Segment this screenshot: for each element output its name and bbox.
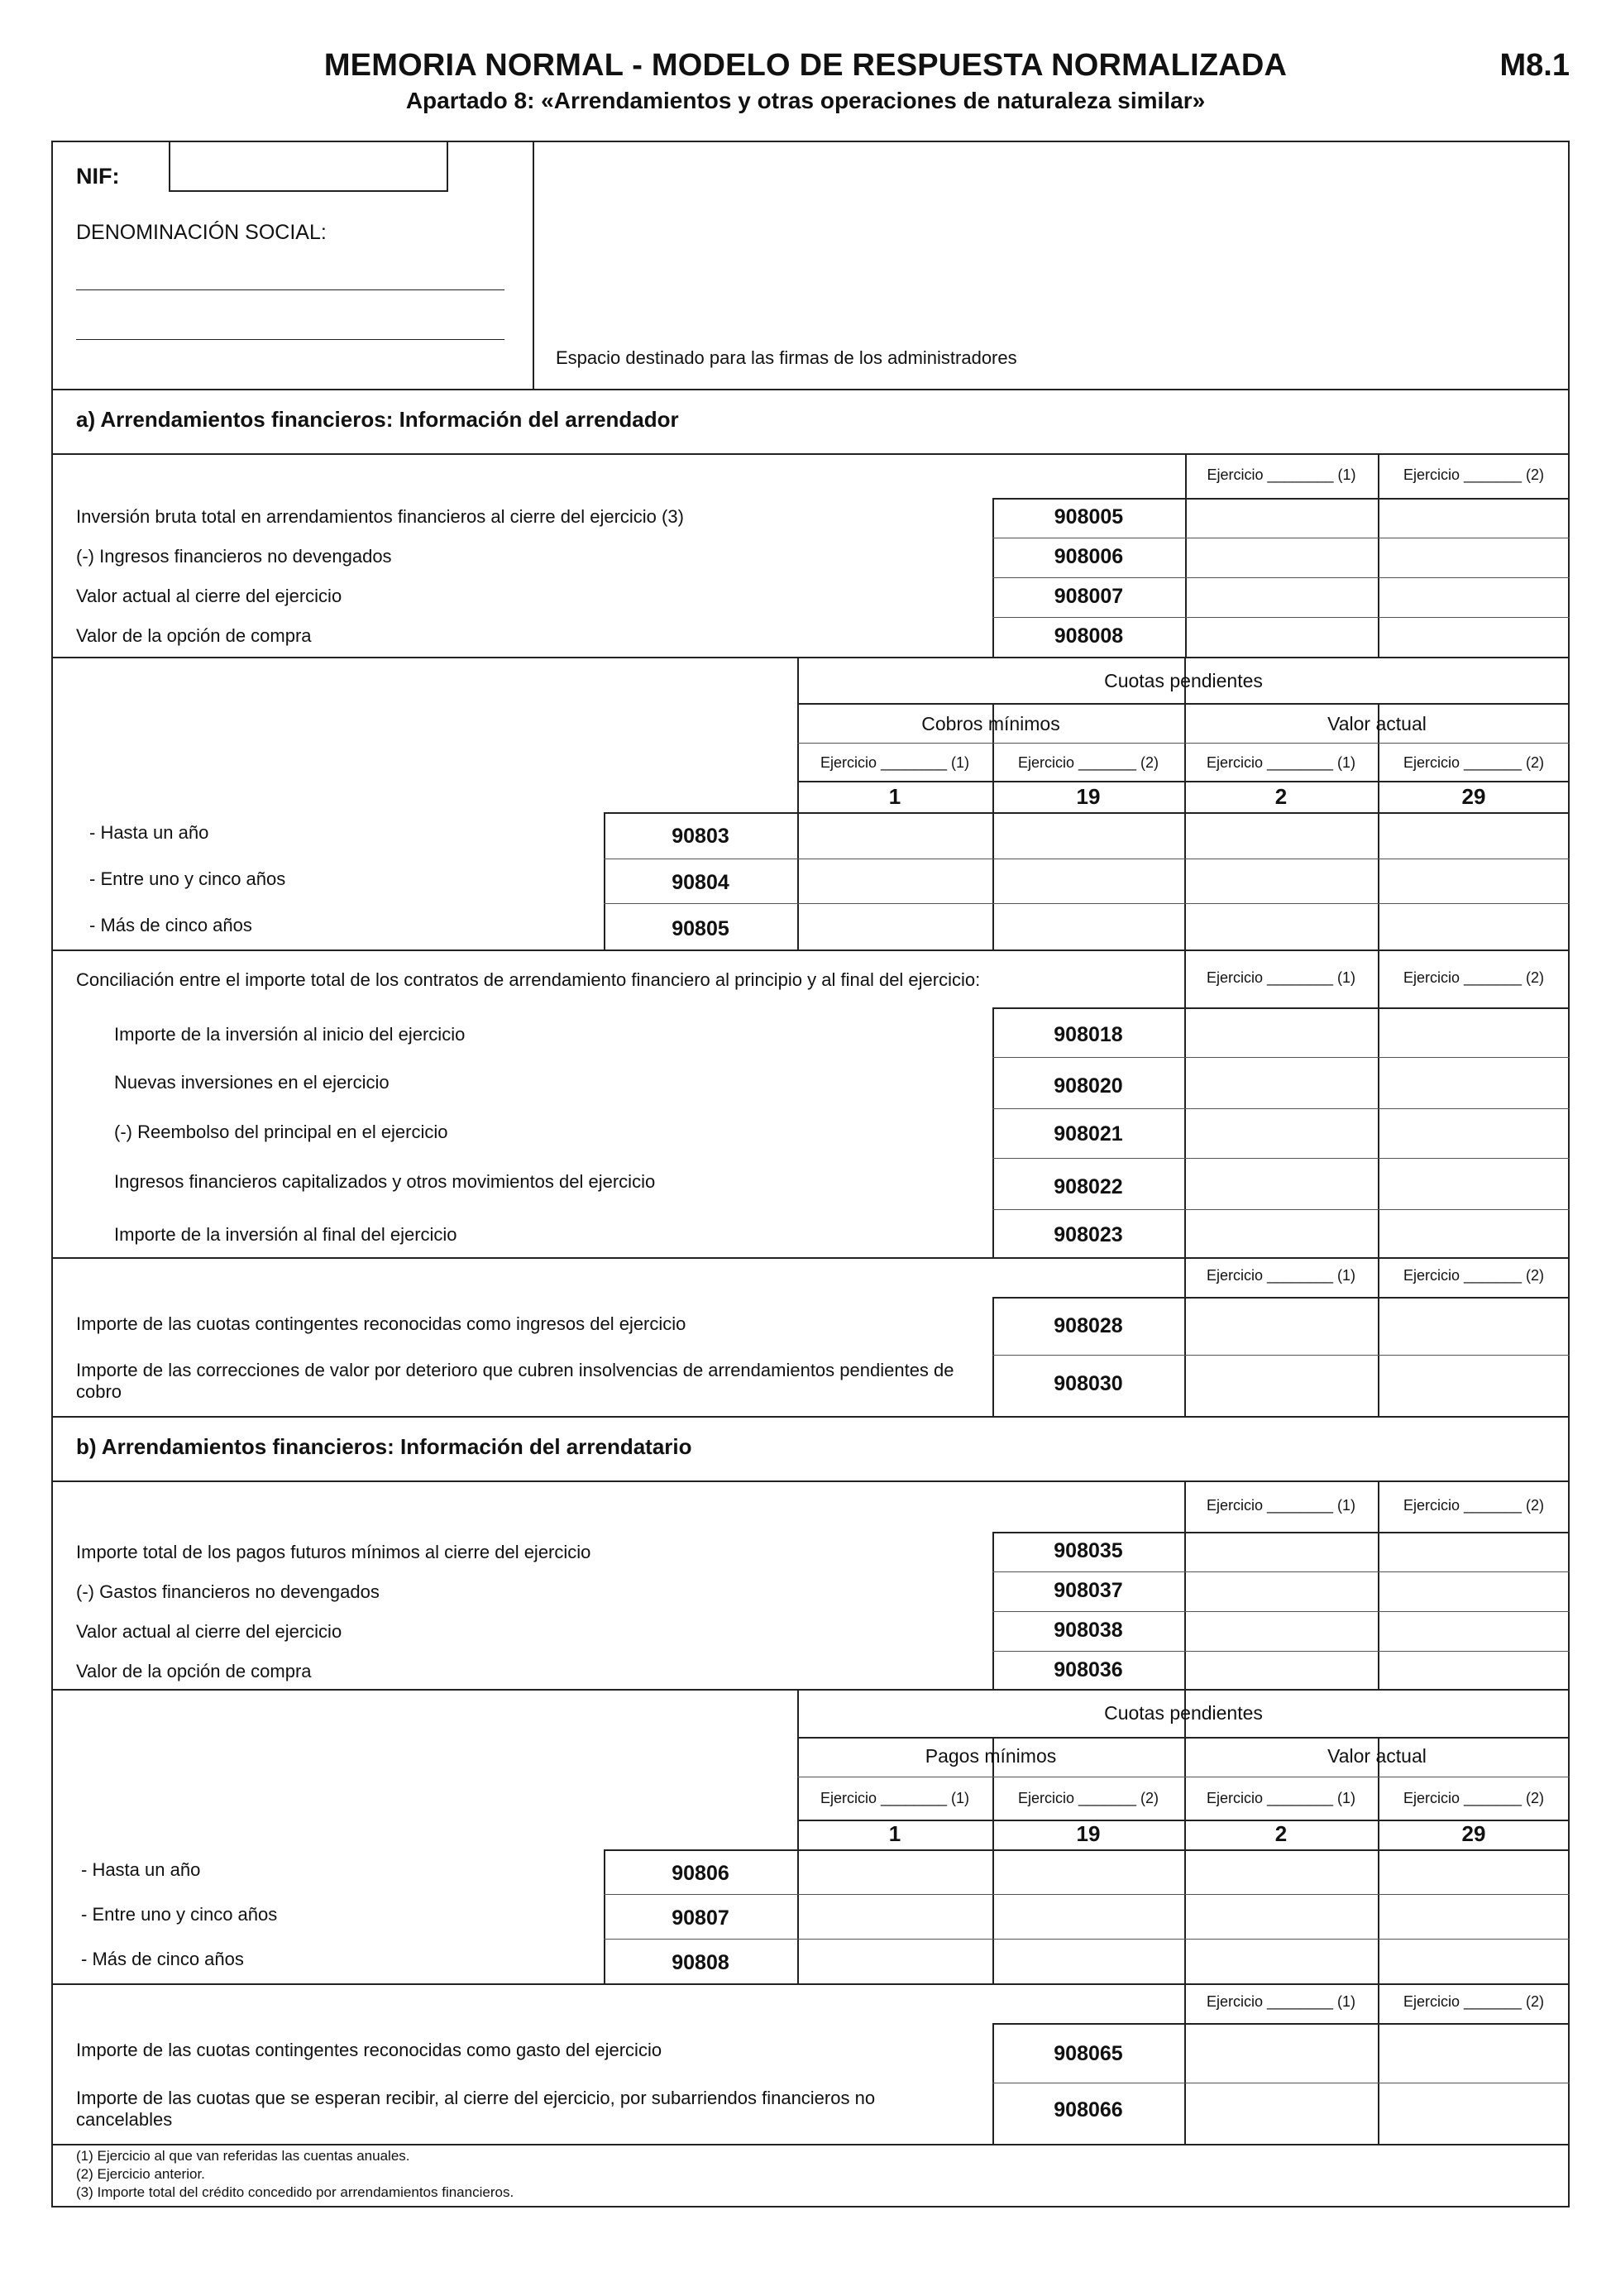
a-cuotas-col-header-ej1: Ejercicio ________ (1)	[820, 754, 970, 771]
b-cuotas-row-label: - Hasta un año	[81, 1859, 201, 1880]
a-cuotas-col-header-ej2: Ejercicio _______ (2)	[1017, 754, 1159, 771]
b-extra-row-code: 908065	[1054, 2042, 1123, 2065]
t1-col-header-ej1: Ejercicio ________ (1)	[1207, 466, 1356, 483]
b-t1-col-header-ej1: Ejercicio ________ (1)	[1206, 1497, 1356, 1514]
a-cuotas-title: Cuotas pendientes	[1104, 670, 1263, 691]
a-cuotas-row-code: 90804	[672, 871, 729, 894]
t1-row-code: 908008	[1054, 624, 1124, 648]
b-t1-row-code: 908038	[1054, 1619, 1123, 1642]
form-title: MEMORIA NORMAL - MODELO DE RESPUESTA NORMALIZADA	[323, 48, 1288, 83]
t1-input-column-ej2[interactable]	[1379, 500, 1569, 655]
b-t1-row-code: 908036	[1054, 1658, 1123, 1681]
signature-area-note: Espacio destinado para las firmas de los administradores	[556, 347, 1017, 368]
t1-row-label: (-) Ingresos financieros no devengados	[76, 546, 392, 567]
a-extra-row-label: Importe de las correcciones de valor por deterioro que cubren insolvencias de arrendamientos pendientes de cobro	[76, 1360, 954, 1402]
conciliacion-heading: Conciliación entre el importe total de los contratos de arrendamiento financiero al principio y al final del ejercicio:	[76, 969, 981, 990]
b-cuotas-col-number: 1	[888, 1821, 901, 1846]
b-t1-row-label: Valor de la opción de compra	[76, 1661, 312, 1681]
conciliacion-row-code: 908021	[1054, 1122, 1123, 1146]
a-cuotas-right-group: Valor actual	[1327, 713, 1427, 734]
conciliacion-row-code: 908018	[1054, 1023, 1123, 1046]
conciliacion-col-header-ej2: Ejercicio _______ (2)	[1403, 969, 1545, 986]
b-extra-row-label: Importe de las cuotas contingentes reconocidas como gasto del ejercicio	[76, 2040, 662, 2060]
a-extra-row-code: 908030	[1054, 1372, 1123, 1395]
b-cuotas-title: Cuotas pendientes	[1104, 1702, 1263, 1724]
b-t1-row-code: 908037	[1054, 1579, 1123, 1602]
b-cuotas-col-header-ej1: Ejercicio ________ (1)	[820, 1790, 970, 1806]
conciliacion-row-code: 908023	[1054, 1223, 1123, 1246]
a-cuotas-col-number: 19	[1076, 784, 1101, 809]
b-cuotas-col-number: 29	[1461, 1821, 1486, 1846]
section-a-heading: a) Arrendamientos financieros: Información del arrendador	[76, 407, 679, 432]
footnote: (1) Ejercicio al que van referidas las cuentas anuales.	[76, 2148, 410, 2164]
b-t1-row-label: Importe total de los pagos futuros mínimos al cierre del ejercicio	[76, 1542, 591, 1562]
a-cuotas-row-label: - Hasta un año	[89, 822, 209, 843]
b-cuotas-row-code: 90808	[672, 1951, 729, 1974]
a-cuotas-col-number: 29	[1461, 784, 1486, 809]
nif-input[interactable]	[169, 141, 448, 192]
a-cuotas-row-label: - Más de cinco años	[89, 915, 252, 935]
conciliacion-row-label: (-) Reembolso del principal en el ejercicio	[114, 1122, 448, 1142]
b-cuotas-col-header-ej2: Ejercicio _______ (2)	[1017, 1790, 1159, 1806]
b-t1-row-code: 908035	[1054, 1539, 1123, 1562]
conciliacion-row-label: Ingresos financieros capitalizados y otros movimientos del ejercicio	[114, 1171, 656, 1192]
b-cuotas-right-group: Valor actual	[1327, 1745, 1427, 1767]
section-b-heading: b) Arrendamientos financieros: Información del arrendatario	[76, 1434, 692, 1459]
t1-row-code: 908006	[1054, 545, 1124, 568]
t1-col-header-ej2: Ejercicio _______ (2)	[1403, 466, 1545, 483]
company-name-line-2[interactable]	[76, 339, 504, 340]
conciliacion-col-header-ej1: Ejercicio ________ (1)	[1206, 969, 1356, 986]
a-cuotas-row-label: - Entre uno y cinco años	[89, 868, 286, 889]
conciliacion-row-code: 908020	[1054, 1074, 1123, 1098]
b-t1-row-label: (-) Gastos financieros no devengados	[76, 1581, 380, 1602]
company-name-line-1[interactable]	[76, 289, 504, 290]
t1-row-label: Inversión bruta total en arrendamientos financieros al cierre del ejercicio (3)	[76, 506, 684, 527]
a-cuotas-left-group: Cobros mínimos	[921, 713, 1060, 734]
b-t1-col-header-ej2: Ejercicio _______ (2)	[1403, 1497, 1545, 1514]
a-extra-row-label: Importe de las cuotas contingentes reconocidas como ingresos del ejercicio	[76, 1313, 686, 1334]
b-extra-col-header-ej2: Ejercicio _______ (2)	[1403, 1993, 1545, 2010]
b-extra-row-code: 908066	[1054, 2098, 1123, 2121]
a-extra-col-header-ej2: Ejercicio _______ (2)	[1403, 1267, 1545, 1284]
a-cuotas-col-header-ej1: Ejercicio ________ (1)	[1206, 754, 1356, 771]
a-extra-col-header-ej1: Ejercicio ________ (1)	[1206, 1267, 1356, 1284]
b-cuotas-col-header-ej2: Ejercicio _______ (2)	[1403, 1790, 1545, 1806]
signature-area[interactable]	[534, 142, 1568, 387]
t1-row-label: Valor de la opción de compra	[76, 625, 312, 646]
b-extra-row-label: Importe de las cuotas que se esperan recibir, al cierre del ejercicio, por subarriendos financieros no cancelables	[76, 2088, 876, 2130]
b-cuotas-row-label: - Entre uno y cinco años	[81, 1904, 278, 1925]
b-extra-col-header-ej1: Ejercicio ________ (1)	[1206, 1993, 1356, 2010]
conciliacion-row-label: Importe de la inversión al inicio del ejercicio	[114, 1024, 466, 1045]
a-cuotas-input-grid[interactable]	[799, 814, 1568, 948]
a-cuotas-col-number: 1	[888, 784, 901, 809]
t1-row-code: 908007	[1054, 585, 1124, 608]
conciliacion-row-label: Importe de la inversión al final del ejercicio	[114, 1224, 457, 1245]
nif-label: NIF:	[76, 164, 120, 189]
a-cuotas-col-header-ej2: Ejercicio _______ (2)	[1403, 754, 1545, 771]
conciliacion-row-code: 908022	[1054, 1175, 1123, 1198]
t1-row-code: 908005	[1054, 505, 1124, 529]
a-extra-input-grid[interactable]	[1186, 1299, 1568, 1414]
b-cuotas-row-code: 90806	[672, 1862, 729, 1885]
form-model-code: M8.1	[1499, 48, 1570, 83]
company-name-label: DENOMINACIÓN SOCIAL:	[76, 221, 327, 244]
b-t1-row-label: Valor actual al cierre del ejercicio	[76, 1621, 342, 1642]
a-cuotas-col-number: 2	[1274, 784, 1288, 809]
b-cuotas-row-code: 90807	[672, 1906, 729, 1930]
b-t1-input-grid[interactable]	[1186, 1533, 1568, 1687]
t1-input-column-ej1[interactable]	[1187, 500, 1377, 655]
b-cuotas-input-grid[interactable]	[799, 1851, 1568, 1982]
a-cuotas-row-code: 90805	[672, 917, 729, 940]
a-cuotas-row-code: 90803	[672, 825, 729, 848]
a-extra-row-code: 908028	[1054, 1314, 1123, 1337]
footnote: (3) Importe total del crédito concedido por arrendamientos financieros.	[76, 2184, 514, 2200]
footnote: (2) Ejercicio anterior.	[76, 2166, 205, 2182]
conciliacion-row-label: Nuevas inversiones en el ejercicio	[114, 1072, 390, 1093]
b-cuotas-col-number: 2	[1274, 1821, 1288, 1846]
b-cuotas-row-label: - Más de cinco años	[81, 1949, 244, 1969]
conciliacion-input-grid[interactable]	[1186, 1009, 1568, 1256]
b-cuotas-col-header-ej1: Ejercicio ________ (1)	[1206, 1790, 1356, 1806]
t1-row-label: Valor actual al cierre del ejercicio	[76, 586, 342, 606]
b-cuotas-col-number: 19	[1076, 1821, 1101, 1846]
b-cuotas-left-group: Pagos mínimos	[925, 1745, 1057, 1767]
form-subtitle: Apartado 8: «Arrendamientos y otras operaciones de naturaleza similar»	[405, 88, 1206, 113]
b-extra-input-grid[interactable]	[1186, 2025, 1568, 2142]
